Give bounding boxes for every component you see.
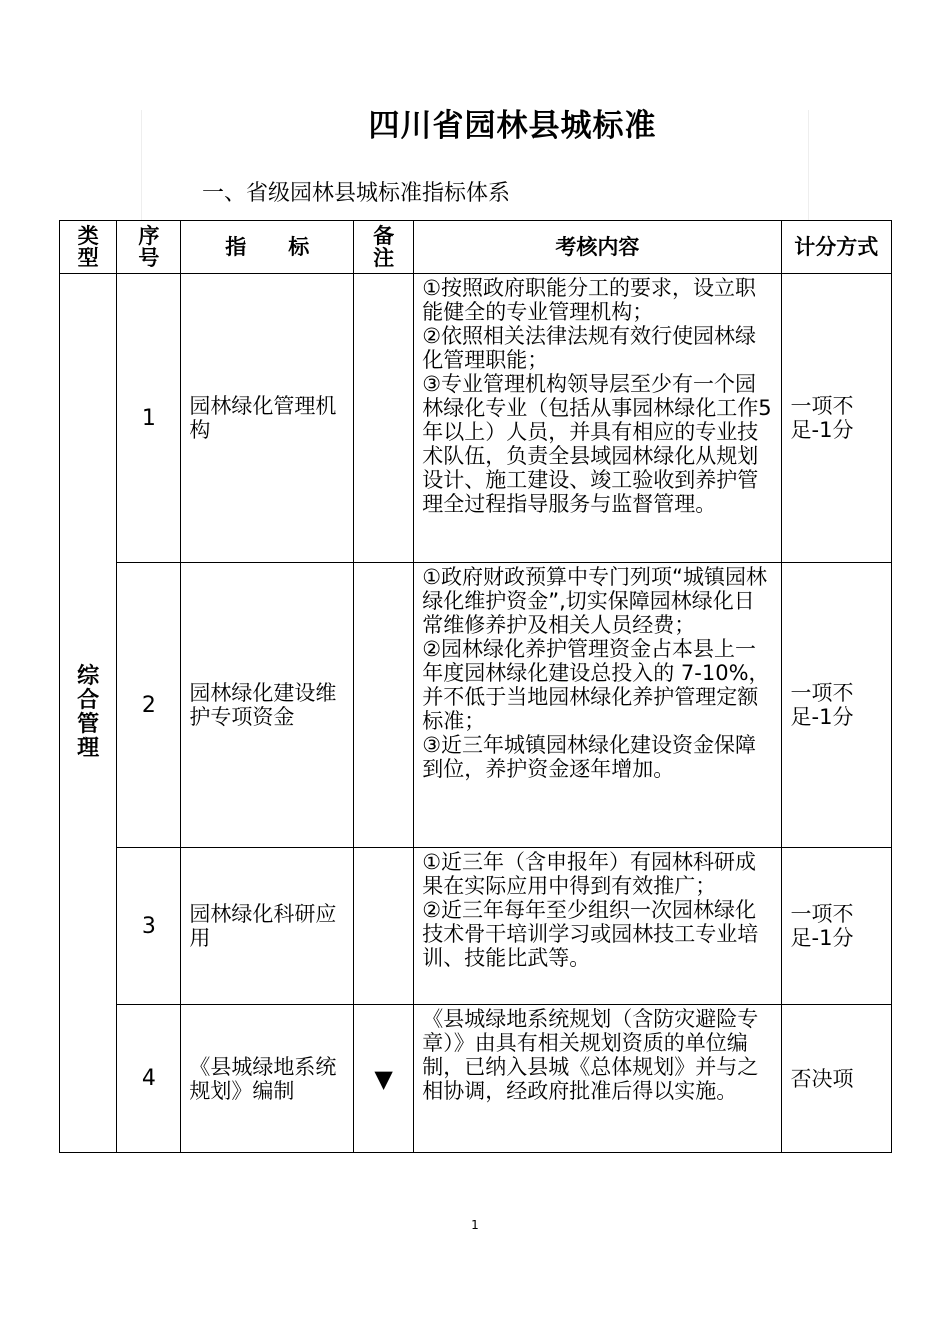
content-cell xyxy=(414,1005,781,1153)
indicator-cell: 《县城绿地系统规划》编制 xyxy=(181,1005,354,1153)
content-item: ①政府财政预算中专门列项“城镇园林绿化维护资金”,切实保障园林绿化日常维修养护及相关人员经费； xyxy=(422,565,767,637)
scoring-cell: 一项不足-1分 xyxy=(781,274,891,563)
header-content: 考核内容 xyxy=(414,221,781,274)
scoring-cell: 一项不足-1分 xyxy=(781,563,891,848)
note-cell xyxy=(354,274,414,563)
content-item: ②园林绿化养护管理资金占本县上一年度园林绿化建设总投入的 7-10%，并不低于当地园林绿化养护管理定额标准； xyxy=(422,637,770,733)
header-note: 备注 xyxy=(354,221,414,274)
content-item: ①按照政府职能分工的要求，设立职能健全的专业管理机构； xyxy=(422,276,757,324)
document-title: 四川省园林县城标准 xyxy=(368,108,657,144)
header-scoring: 计分方式 xyxy=(781,221,891,274)
content-item: ③近三年城镇园林绿化建设资金保障到位，养护资金逐年增加。 xyxy=(422,733,757,781)
table-row xyxy=(60,1005,892,1153)
standards-table xyxy=(59,220,892,1153)
section-heading: 一、省级园林县城标准指标体系 xyxy=(202,181,511,206)
row-number: 2 xyxy=(117,563,181,848)
table-row xyxy=(60,848,892,1005)
header-no: 序号 xyxy=(117,221,181,274)
scoring-cell: 一项不足-1分 xyxy=(781,848,891,1005)
content-cell xyxy=(414,274,781,563)
header-type: 类型 xyxy=(60,221,117,274)
content-cell xyxy=(414,848,781,1005)
header-indicator: 指 标 xyxy=(181,221,354,274)
row-number: 4 xyxy=(117,1005,181,1153)
category-cell: 综合管理 xyxy=(60,274,117,1153)
note-cell xyxy=(354,848,414,1005)
indicator-cell: 园林绿化科研应用 xyxy=(181,848,354,1005)
table-header-row xyxy=(60,221,892,274)
table-row xyxy=(60,274,892,563)
content-item: 《县城绿地系统规划（含防灾避险专章）》由具有相关规划资质的单位编制，已纳入县城《总体规划》并与之相协调，经政府批准后得以实施。 xyxy=(422,1007,759,1103)
note-cell xyxy=(354,563,414,848)
table-row xyxy=(60,563,892,848)
row-number: 3 xyxy=(117,848,181,1005)
content-item: ②依照相关法律法规有效行使园林绿化管理职能； xyxy=(422,324,757,372)
scoring-cell: 否决项 xyxy=(781,1005,891,1153)
row-number: 1 xyxy=(117,274,181,563)
indicator-cell: 园林绿化建设维护专项资金 xyxy=(181,563,354,848)
content-item: ②近三年每年至少组织一次园林绿化技术骨干培训学习或园林技工专业培训、技能比武等。 xyxy=(422,898,759,970)
page-number: 1 xyxy=(471,1218,479,1232)
veto-marker: ▼ xyxy=(354,1005,414,1153)
content-item: ①近三年（含申报年）有园林科研成果在实际应用中得到有效推广； xyxy=(422,850,757,898)
content-cell xyxy=(414,563,781,848)
content-item: ③专业管理机构领导层至少有一个园林绿化专业（包括从事园林绿化工作5年以上）人员，并具有相应的专业技术队伍，负责全县域园林绿化从规划设计、施工建设、竣工验收到养护管理全过程指导服务与监督管理。 xyxy=(422,372,772,516)
indicator-cell: 园林绿化管理机构 xyxy=(181,274,354,563)
